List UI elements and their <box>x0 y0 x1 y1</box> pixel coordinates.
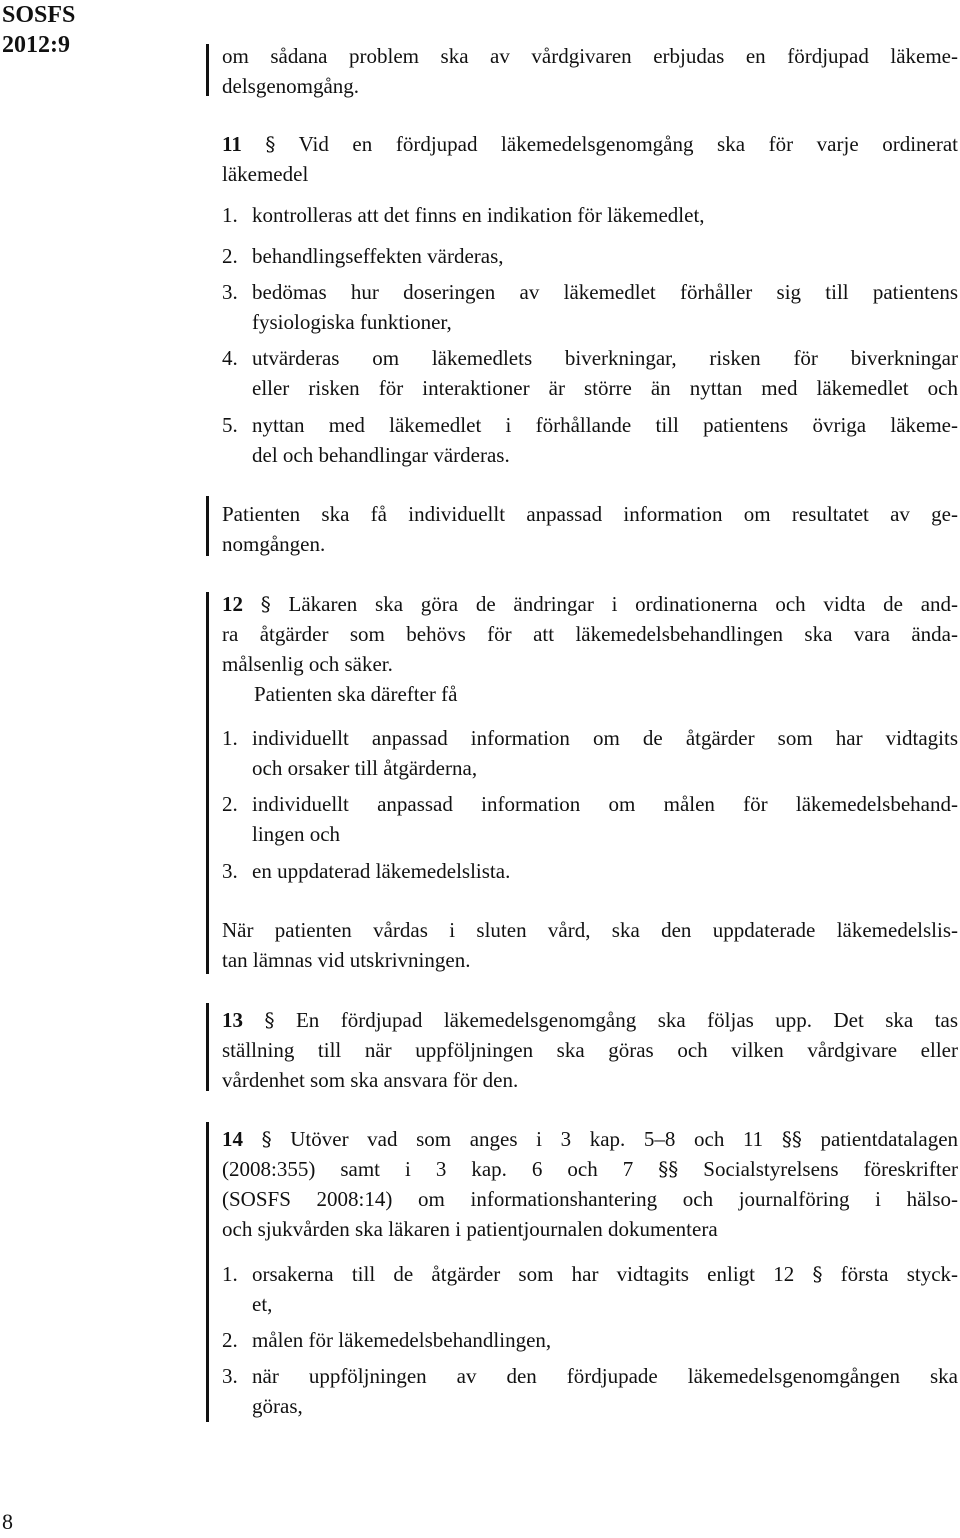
list-text-line <box>252 1259 958 1289</box>
list-number: 2. <box>222 792 238 816</box>
section-sign: § <box>260 592 271 616</box>
change-bar <box>206 1003 209 1091</box>
section-number: 12 <box>222 592 243 616</box>
list-text: et, <box>252 1292 273 1316</box>
list-text: när uppföljningen av den fördjupade läkemedelsgenomgången ska <box>252 1364 958 1388</box>
section-11-heading <box>222 129 958 159</box>
section-sign: § <box>261 1127 272 1151</box>
series-number: 2012:9 <box>2 32 70 58</box>
section-number: 11 <box>222 132 242 156</box>
paragraph-text: tan lämnas vid utskrivningen. <box>222 948 471 972</box>
list-text: kontrolleras att det finns en indikation för läkemedlet, <box>252 203 705 227</box>
list-number: 1. <box>222 1262 238 1286</box>
change-bar <box>206 496 209 556</box>
section-text: Socialstyrelsens föreskrifter <box>703 1157 959 1181</box>
section-text: vårdenhet som ska ansvara för den. <box>222 1068 519 1092</box>
section-text-line <box>222 1154 958 1184</box>
change-bar <box>206 592 209 974</box>
list-number: 2. <box>222 1328 238 1352</box>
intro-line: delsgenomgång. <box>222 74 360 98</box>
section-13-heading <box>222 1005 958 1035</box>
list-number: 2. <box>222 244 238 268</box>
list-text: utvärderas om läkemedlets biverkningar, risken för biverkningar <box>252 346 958 370</box>
list-text: individuellt anpassad information om målen för läkemedelsbehand- <box>252 792 958 816</box>
change-bar <box>206 44 209 96</box>
section-text: (2008:355) samt i 3 kap. 6 och 7 <box>222 1157 634 1181</box>
list-text: individuellt anpassad information om de åtgärder som har vidtagits <box>252 726 958 750</box>
list-number: 1. <box>222 726 238 750</box>
section-text: Läkaren ska göra de ändringar i ordinationerna och vidta de and- <box>288 592 959 616</box>
section-text: läkemedel <box>222 162 309 186</box>
section-text: Vid en fördjupad läkemedelsgenomgång ska för varje ordinerat <box>298 132 959 156</box>
page-number: 8 <box>2 1509 13 1534</box>
list-number: 3. <box>222 280 238 304</box>
section-sign: § <box>264 1008 275 1032</box>
section-text: Utöver vad som anges i 3 kap. 5–8 och 11 <box>290 1127 764 1151</box>
list-text: nyttan med läkemedlet i förhållande till patientens övriga läkeme- <box>252 413 958 437</box>
section-text: En fördjupad läkemedelsgenomgång ska följas upp. Det ska tas <box>295 1008 959 1032</box>
list-text: göras, <box>252 1394 303 1418</box>
list-text: fysiologiska funktioner, <box>252 310 452 334</box>
section-sign: § <box>265 132 276 156</box>
list-text: behandlingseffekten värderas, <box>252 244 504 268</box>
intro-line: om sådana problem ska av vårdgivaren erbjudas en fördjupad läkeme- <box>222 44 958 68</box>
section-text: Patienten ska därefter få <box>254 682 458 706</box>
paragraph-text: Patienten ska få individuellt anpassad information om resultatet av ge- <box>222 502 958 526</box>
section-text: ra åtgärder som behövs för att läkemedelsbehandlingen ska vara ända- <box>222 622 958 646</box>
section-sign: §§ <box>781 1127 802 1151</box>
section-number: 14 <box>222 1127 243 1151</box>
list-text: del och behandlingar värderas. <box>252 443 510 467</box>
list-text: och orsaker till åtgärderna, <box>252 756 478 780</box>
list-text: första styck- <box>840 1262 959 1286</box>
section-number: 13 <box>222 1008 243 1032</box>
section-sign: §§ <box>658 1157 679 1181</box>
list-text: eller risken för interaktioner är större än nyttan med läkemedlet och <box>252 376 958 400</box>
paragraph-text: nomgången. <box>222 532 326 556</box>
list-text: orsakerna till de åtgärder som har vidtagits enligt 12 <box>252 1262 795 1286</box>
list-number: 3. <box>222 859 238 883</box>
section-text: patientdatalagen <box>820 1127 959 1151</box>
list-text: lingen och <box>252 822 341 846</box>
section-sign: § <box>812 1262 823 1286</box>
document-header <box>2 0 75 60</box>
section-14-heading <box>222 1124 958 1154</box>
list-text: bedömas hur doseringen av läkemedlet förhåller sig till patientens <box>252 280 958 304</box>
section-text: ställning till när uppföljningen ska göras och vilken vårdgivare eller <box>222 1038 958 1062</box>
section-12-heading <box>222 589 958 619</box>
list-text: målen för läkemedelsbehandlingen, <box>252 1328 552 1352</box>
list-number: 3. <box>222 1364 238 1388</box>
list-text: en uppdaterad läkemedelslista. <box>252 859 511 883</box>
change-bar <box>206 1122 209 1422</box>
paragraph-text: När patienten vårdas i sluten vård, ska den uppdaterade läkemedelslis- <box>222 918 958 942</box>
series-label: SOSFS <box>2 2 76 28</box>
section-text: målsenlig och säker. <box>222 652 393 676</box>
section-text: (SOSFS 2008:14) om informationshantering och journalföring i hälso- <box>222 1187 958 1211</box>
list-number: 4. <box>222 346 238 370</box>
section-text: och sjukvården ska läkaren i patientjournalen dokumentera <box>222 1217 718 1241</box>
list-number: 5. <box>222 413 238 437</box>
list-number: 1. <box>222 203 238 227</box>
